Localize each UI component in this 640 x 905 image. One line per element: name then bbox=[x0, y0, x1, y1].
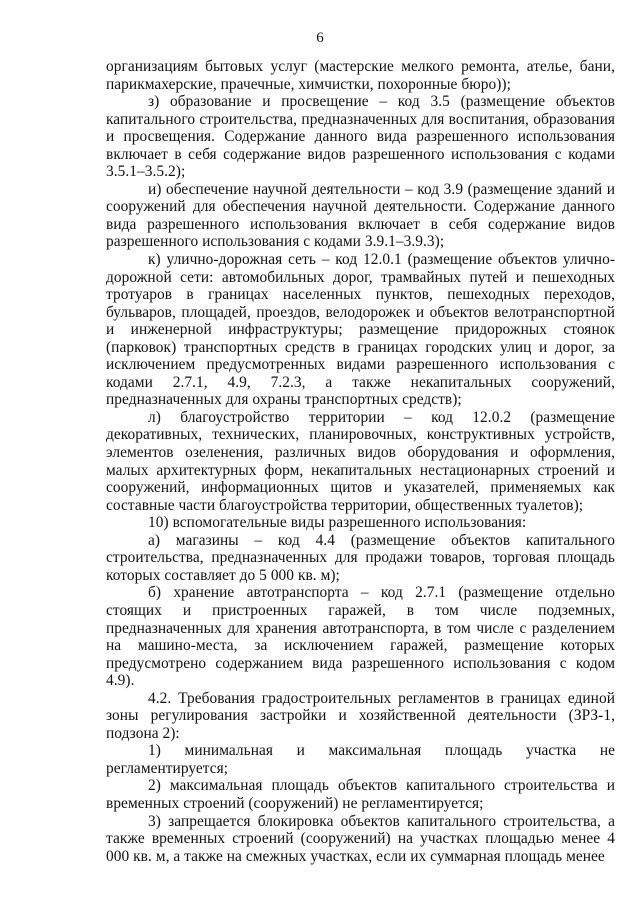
paragraph: 10) вспомогательные виды разрешенного использования: bbox=[148, 514, 527, 532]
paragraph: 3) запрещается блокировка объектов капитального строительства, а также временных строений (сооружений) на участках площадью менее 4 000 кв. м, а также на смежных участках, если их суммарная площадь менее bbox=[106, 812, 615, 865]
document-body bbox=[106, 58, 615, 865]
paragraph: организациям бытовых услуг (мастерские мелкого ремонта, ателье, бани, парикмахерские, прачечные, химчистки, похоронные бюро)); bbox=[106, 58, 615, 93]
paragraph: б) хранение автотранспорта – код 2.7.1 (размещение отдельно стоящих и пристроенных гаражей, в том числе подземных, предназначенных для хранения автотранспорта, в том числе с разделением на машино-места, за исключением гаражей, размещение которых предусмотрено содержанием вида разрешенного использования с кодом 4.9). bbox=[106, 584, 615, 690]
paragraph: а) магазины – код 4.4 (размещение объектов капитального строительства, предназначенных для продажи товаров, торговая площадь которых составляет до 5 000 кв. м); bbox=[106, 531, 615, 584]
paragraph: л) благоустройство территории – код 12.0.2 (размещение декоративных, технических, планировочных, конструктивных устройств, элементов озеленения, различных видов оборудования и оформления, малых архитектурных форм, некапитальных нестационарных строений и сооружений, информационных щитов и указателей, применяемых как составные части благоустройства территории, общественных туалетов); bbox=[106, 408, 615, 514]
paragraph: 2) максимальная площадь объектов капитального строительства и временных строений (сооружений) не регламентируется; bbox=[106, 777, 615, 812]
paragraph: 1) минимальная и максимальная площадь участка не регламентируется; bbox=[106, 742, 615, 777]
paragraph: и) обеспечение научной деятельности – код 3.9 (размещение зданий и сооружений для обеспечения научной деятельности. Содержание данного вида разрешенного использования включает в себя содержание видов разрешенного использования с кодами 3.9.1–3.9.3); bbox=[106, 180, 615, 251]
paragraph: 4.2. Требования градостроительных регламентов в границах единой зоны регулирования застройки и хозяйственной деятельности (ЗРЗ-1, подзона 2): bbox=[106, 689, 615, 742]
paragraph: з) образование и просвещение – код 3.5 (размещение объектов капитального строительства, предназначенных для воспитания, образования и просвещения. Содержание данного вида разрешенного использования включает в себя содержание видов разрешенного использования с кодами 3.5.1–3.5.2); bbox=[106, 93, 615, 181]
paragraph: к) улично-дорожная сеть – код 12.0.1 (размещение объектов улично-дорожной сети: автомобильных дорог, трамвайных путей и пешеходных тротуаров в границах населенных пунктов, пешеходных переходов, бульваров, площадей, проездов, велодорожек и объектов велотранспортной и инженерной инфраструктуры; размещение придорожных стоянок (парковок) транспортных средств в границах городских улиц и дорог, за исключением предусмотренных видами разрешенного использования с кодами 2.7.1, 4.9, 7.2.3, а также некапитальных сооружений, предназначенных для охраны транспортных средств); bbox=[106, 251, 615, 409]
page-number: 6 bbox=[316, 30, 324, 46]
